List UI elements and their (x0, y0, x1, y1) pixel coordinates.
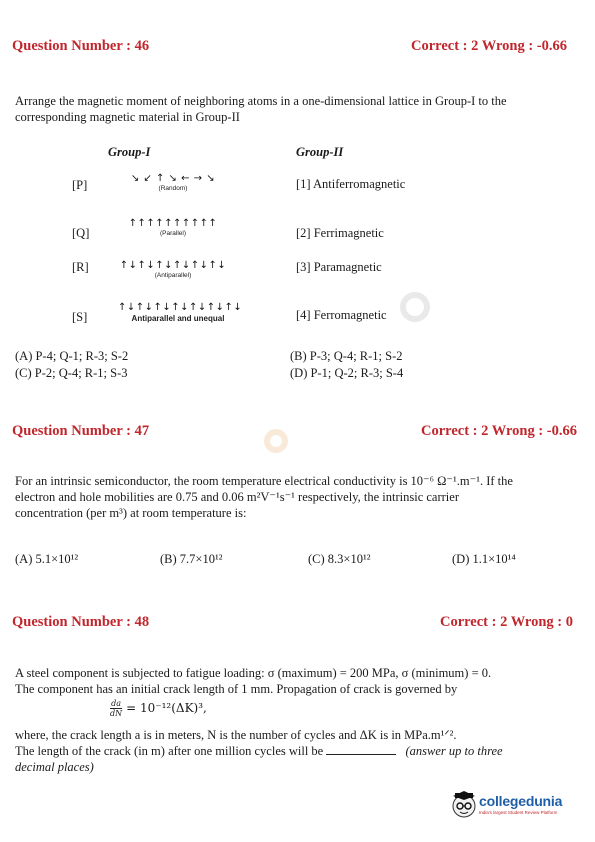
row-label-s: [S] (72, 310, 88, 324)
spin-caption-antiparallel: (Antiparallel) (154, 272, 192, 279)
spin-diagram-antiparallel (118, 260, 228, 280)
q48-text-line4 (15, 743, 587, 759)
q47-number: Question Number : 47 (12, 423, 150, 439)
spin-caption-antiparallel-unequal: Antiparallel and unequal (131, 314, 225, 323)
q48-marks: Correct : 2 Wrong : 0 (439, 614, 573, 630)
spin-arrows-parallel: ↑↑↑↑↑↑↑↑↑↑ (128, 218, 218, 229)
q48-question-text-2 (15, 727, 587, 775)
q47-option-b[interactable]: (B) 7.7×10¹² (160, 552, 223, 566)
equation-rhs: = 10⁻¹²(ΔK)³, (126, 701, 207, 716)
q48-question-text (15, 665, 587, 697)
q47-question-text (15, 473, 585, 521)
row-label-p: [P] (72, 178, 88, 192)
spin-diagram-random (118, 173, 228, 193)
q48-text-line2: The component has an initial crack length of 1 mm. Propagation of crack is governed by (15, 682, 458, 696)
q46-option-d[interactable]: (D) P-1; Q-2; R-3; S-4 (290, 366, 404, 380)
q47-option-c[interactable]: (C) 8.3×10¹² (308, 552, 371, 566)
group2-item-4: [4] Ferromagnetic (296, 308, 387, 322)
equation-denominator: dN (110, 709, 123, 718)
q48-text-line4-b: (answer up to three (405, 744, 503, 758)
q47-option-a[interactable]: (A) 5.1×10¹² (15, 552, 79, 566)
row-label-q: [Q] (72, 226, 90, 240)
spin-arrows-random: ↘ ↙ ↑ ↘ ← → ↘ (130, 173, 216, 184)
group2-item-2: [2] Ferrimagnetic (296, 226, 384, 240)
spin-diagram-parallel (118, 218, 228, 238)
q48-number: Question Number : 48 (12, 614, 150, 630)
spin-diagram-antiparallel-unequal (118, 302, 243, 324)
spin-arrows-antiparallel: ↑↓↑↓↑↓↑↓↑↓↑↓ (119, 260, 227, 271)
q47-option-d[interactable]: (D) 1.1×10¹⁴ (452, 552, 516, 566)
q48-text-line4-a: The length of the crack (in m) after one million cycles will be (15, 744, 324, 758)
group2-item-3: [3] Paramagnetic (296, 260, 382, 274)
group1-heading: Group-I (108, 145, 151, 159)
spin-caption-parallel: (Parallel) (159, 230, 186, 237)
q48-text-line5: decimal places) (15, 760, 94, 774)
q46-text-line1: Arrange the magnetic moment of neighboring atoms in a one-dimensional lattice in Group-I to the (15, 94, 507, 108)
answer-blank[interactable] (326, 744, 396, 755)
q48-text-line3: where, the crack length a is in meters, N is the number of cycles and ΔK is in MPa.m¹ᐟ². (15, 728, 457, 742)
group2-item-1: [1] Antiferromagnetic (296, 177, 406, 191)
q46-marks: Correct : 2 Wrong : -0.66 (411, 38, 567, 54)
collegedunia-logo (451, 789, 576, 821)
q46-option-b[interactable]: (B) P-3; Q-4; R-1; S-2 (290, 349, 403, 363)
q46-option-c[interactable]: (C) P-2; Q-4; R-1; S-3 (15, 366, 128, 380)
watermark-badge-icon-2 (262, 427, 290, 460)
q46-text-line2: corresponding magnetic material in Group-II (15, 110, 240, 124)
spin-arrows-antiparallel-unequal: ↑↓↑↓↑↓↑↓↑↓↑↓↑↓ (118, 302, 243, 313)
spin-caption-random: (Random) (158, 185, 188, 192)
q46-number: Question Number : 46 (12, 38, 150, 54)
logo-brand-text: collegedunia (479, 793, 563, 809)
q47-marks: Correct : 2 Wrong : -0.66 (421, 423, 577, 439)
group2-heading: Group-II (296, 145, 344, 159)
row-label-r: [R] (72, 260, 89, 274)
q48-text-line1: A steel component is subjected to fatigue loading: σ (maximum) = 200 MPa, σ (minimum) = 0. (15, 666, 492, 680)
q46-question-text (15, 93, 585, 125)
watermark-badge-icon (398, 290, 432, 329)
graduate-mascot-icon (451, 791, 477, 819)
q46-option-a[interactable]: (A) P-4; Q-1; R-3; S-2 (15, 349, 129, 363)
equation-numerator: da (111, 699, 121, 708)
logo-tagline: India's largest Student Review Platform (479, 810, 558, 815)
q47-text-line2: electron and hole mobilities are 0.75 and 0.06 m²V⁻¹s⁻¹ respectively, the intrinsic carrier (15, 490, 459, 504)
q48-equation (110, 699, 207, 718)
q47-text-line3: concentration (per m³) at room temperature is: (15, 506, 247, 520)
q47-text-line1: For an intrinsic semiconductor, the room temperature electrical conductivity is 10⁻⁶ Ω⁻¹.m⁻¹. If the (15, 474, 513, 488)
equation-fraction (110, 699, 122, 718)
